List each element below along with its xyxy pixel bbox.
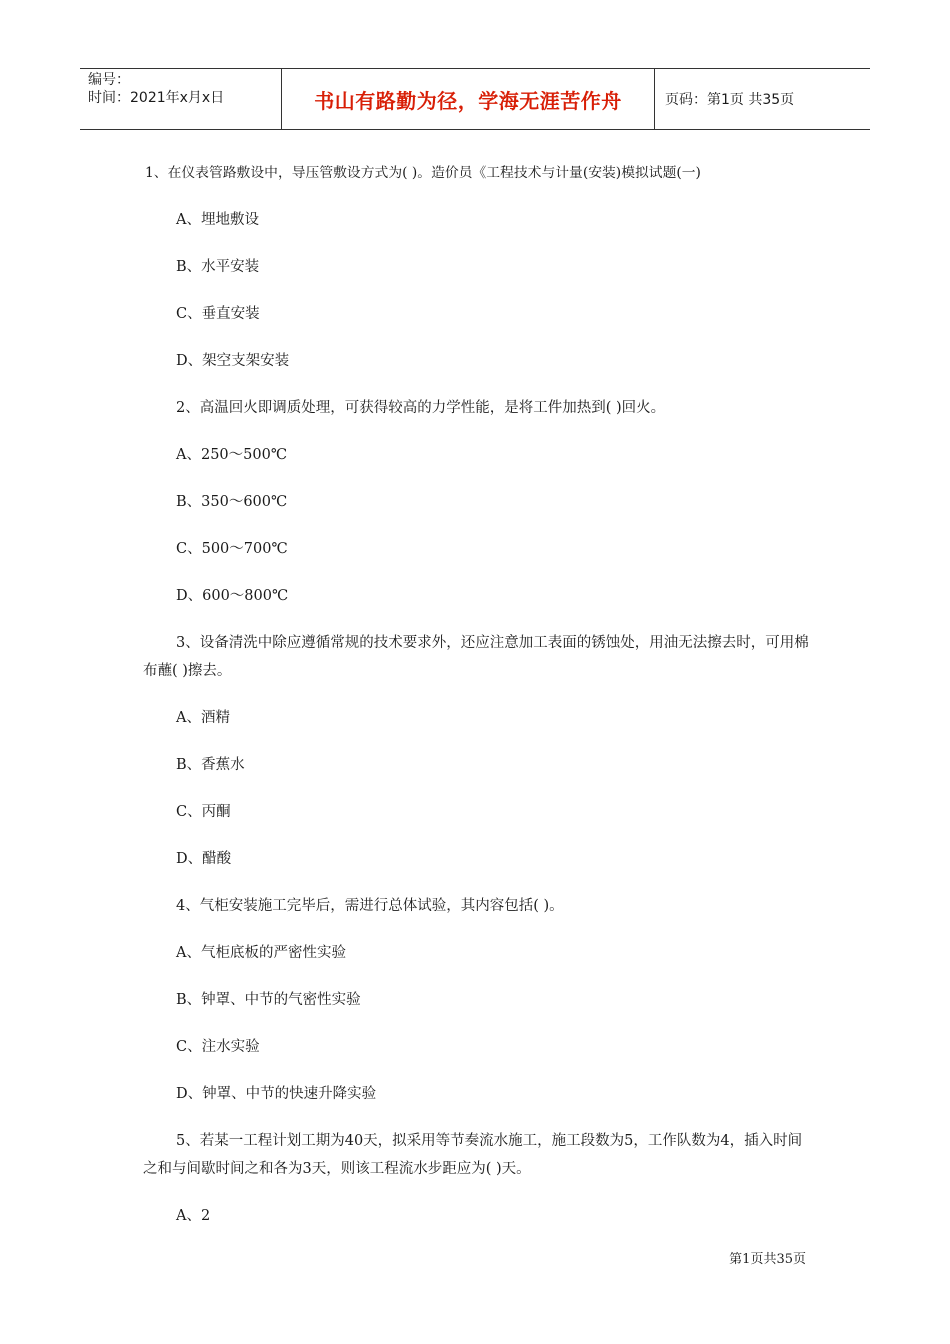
question-5: 5、若某一工程计划工期为40天，拟采用等节奏流水施工，施工段数为5，工作队数为4，插入时间之和与间歇时间之和各为3天，则该工程流水步距应为( )天。 <box>143 1133 803 1177</box>
question-4-option-b: B、钟罩、中节的气密性实验 <box>176 992 361 1008</box>
question-1-option-b: B、水平安装 <box>176 259 260 275</box>
header-motto: 书山有路勤为径，学海无涯苦作舟 <box>282 69 655 129</box>
question-1-option-d: D、架空支架安装 <box>176 353 290 369</box>
question-2-option-d: D、600～800℃ <box>176 588 289 604</box>
question-list <box>143 150 813 1240</box>
question-4-option-d: D、钟罩、中节的快速升降实验 <box>176 1086 377 1102</box>
question-4: 4、气柜安装施工完毕后，需进行总体试验，其内容包括( )。 <box>176 898 564 914</box>
question-2: 2、高温回火即调质处理，可获得较高的力学性能，是将工件加热到( )回火。 <box>176 400 666 416</box>
question-1: 1、在仪表管路敷设中，导压管敷设方式为( )。造价员《工程技术与计量(安装)模拟试题(一) <box>145 165 701 181</box>
question-3-option-b: B、香蕉水 <box>176 757 245 773</box>
question-1-option-a: A、埋地敷设 <box>176 212 259 228</box>
doc-date-label: 时间：2021年x月x日 <box>88 90 225 106</box>
question-3-option-c: C、丙酮 <box>176 804 231 820</box>
question-3: 3、设备清洗中除应遵循常规的技术要求外，还应注意加工表面的锈蚀处，用油无法擦去时，可用棉布蘸( )擦去。 <box>143 635 809 679</box>
question-1-option-c: C、垂直安装 <box>176 306 260 322</box>
question-4-option-a: A、气柜底板的严密性实验 <box>176 945 346 961</box>
question-3-option-d: D、醋酸 <box>176 851 232 867</box>
header-meta <box>80 69 282 129</box>
question-5-option-a: A、2 <box>176 1208 211 1224</box>
question-2-option-a: A、250～500℃ <box>176 447 288 463</box>
header-page-info: 页码：第1页 共35页 <box>665 92 795 108</box>
doc-number-label: 编号： <box>88 72 130 88</box>
question-2-option-c: C、500～700℃ <box>176 541 288 557</box>
question-4-option-c: C、注水实验 <box>176 1039 260 1055</box>
question-2-option-b: B、350～600℃ <box>176 494 288 510</box>
question-3-option-a: A、酒精 <box>176 710 230 726</box>
page-footer: 第1页共35页 <box>729 1252 806 1267</box>
page-header <box>80 68 870 130</box>
